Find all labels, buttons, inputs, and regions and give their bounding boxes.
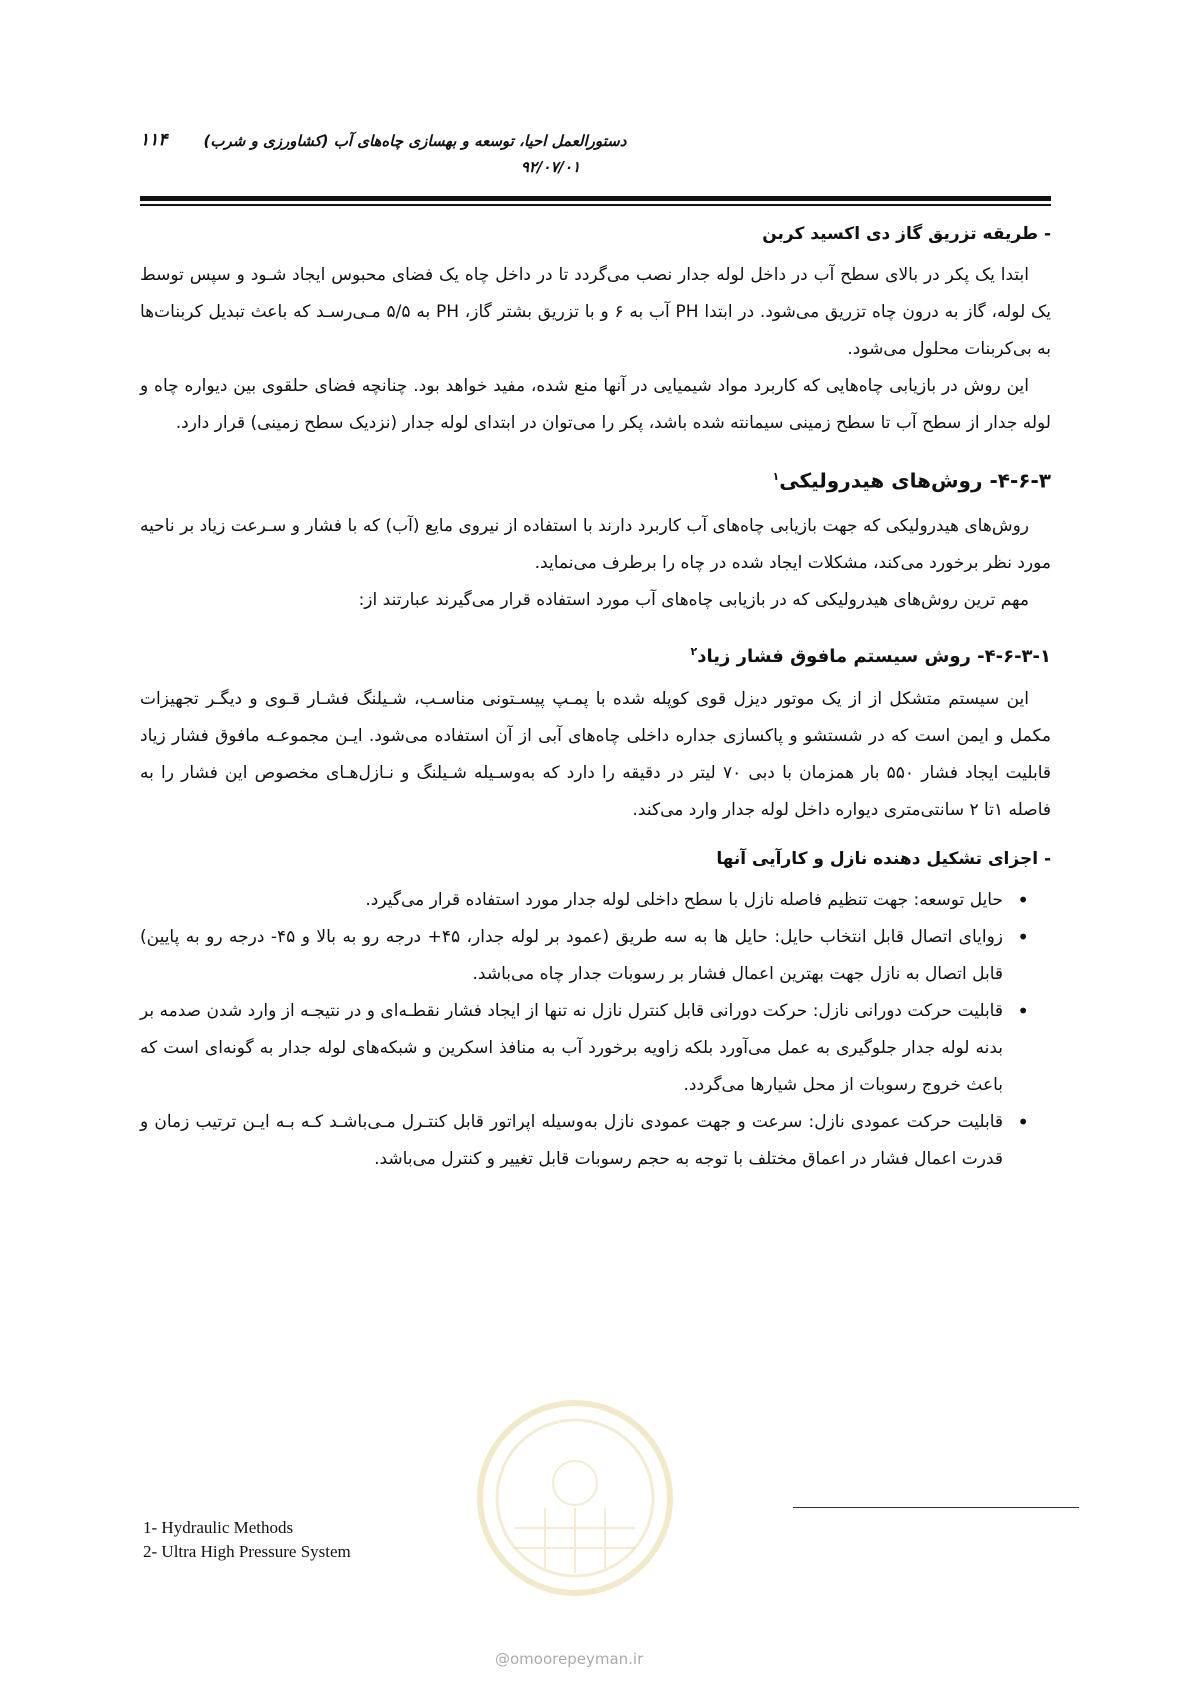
uhp-heading: [140, 633, 1051, 675]
list-item: • حایل توسعه: جهت تنظیم فاصله نازل با سطح داخلی لوله جدار مورد استفاده قرار می‌گیرد.: [140, 882, 1029, 919]
footnote-ref-1[interactable]: ۱: [772, 470, 780, 483]
watermark-seal-icon: [475, 1398, 675, 1598]
hydraulic-heading-text: ۴-۶-۳- روش‌های هیدرولیکی: [779, 468, 1051, 493]
bullet-icon: •: [1017, 998, 1029, 1023]
hydraulic-paragraph-2: مهم ترین روش‌های هیدرولیکی که در بازیابی چاه‌های آب مورد استفاده قرار می‌گیرند عبارتند از:: [358, 589, 1029, 610]
page-number: ۱۱۴: [140, 130, 168, 150]
page-header: [140, 128, 1051, 206]
list-item: • قابلیت حرکت دورانی نازل: حرکت دورانی قابل کنترل نازل نه تنها از ایجاد فشار نقطـه‌ای و در نتیجـه از وارد شدن صدمه بر بدنه لوله جدار جلوگیری به عمل می‌آورد بلکه زاویه برخورد آب به منافذ اسکرین و شبکه‌های لوله جدار به گونه‌ای است که باعث خروج رسوبات از محل شیارها می‌گردد.: [140, 993, 1029, 1104]
hydraulic-heading: [140, 458, 1051, 500]
footnote-rule: [793, 1507, 1079, 1508]
uhp-heading-text: ۴-۶-۳-۱- روش سیستم مافوق فشار زیاد: [697, 645, 1051, 667]
header-rule-thick: [140, 196, 1051, 201]
footnote-1: 1- Hydraulic Methods: [143, 1518, 294, 1537]
header-rule-thin: [140, 204, 1051, 206]
uhp-paragraph: این سیستم متشکل از از یک موتور دیزل قوی کوپله شده با پمـپ پیسـتونی مناسـب، شـیلنگ فشـار قـوی و دیگـر تجهیزات مکمل و ایمن است که در شستشو و پاکسازی جداره داخلی چاه‌های آبی از آن استفاده می‌شود. ایـن مجموعـه مافوق فشار زیاد قابلیت ایجاد فشار ۵۵۰ بار همزمان با دبی ۷۰ لیتر در دقیقه را دارد که به‌وسـیله شـیلنگ و نـازل‌هـای مخصوص این فشار را به فاصله ۱تا ۲ سانتی‌متری دیواره داخل لوله جدار وارد می‌کند.: [140, 688, 1052, 820]
nozzle-list: [140, 882, 1051, 1178]
main-content: [140, 216, 1051, 1178]
header-date: ۹۲/۰۷/۰۱: [520, 158, 581, 176]
list-item: • قابلیت حرکت عمودی نازل: سرعت و جهت عمودی نازل به‌وسیله اپراتور قابل کنتـرل مـی‌باشـد کـه بـه ایـن ترتیب زمان و قدرت اعمال فشار در اعماق مختلف با توجه به حجم رسوبات قابل تغییر و کنترل می‌باشد.: [140, 1104, 1029, 1178]
watermark-site: @omoorepeyman.ir: [495, 1650, 644, 1668]
co2-heading: - طریقه تزریق گاز دی اکسید کربن: [762, 224, 1051, 244]
running-title-text: دستورالعمل احیا، توسعه و بهسازی چاه‌های آب (کشاورزی و شرب): [203, 132, 627, 150]
bullet-icon: •: [1017, 924, 1029, 949]
footnote-2: 2- Ultra High Pressure System: [143, 1542, 351, 1561]
nozzle-heading: - اجزای تشکیل دهنده نازل و کارآیی آنها: [716, 848, 1051, 869]
list-item: • زوایای اتصال قابل انتخاب حایل: حایل ها به سه طریق (عمود بر لوله جدار، ۴۵+ درجه رو به بالا و ۴۵- درجه رو به پایین) قابل اتصال به نازل جهت بهترین اعمال فشار بر رسوبات جدار چاه می‌باشد.: [140, 919, 1029, 993]
bullet-icon: •: [1017, 887, 1029, 912]
hydraulic-paragraph-1: روش‌های هیدرولیکی که جهت بازیابی چاه‌های آب کاربرد دارند با استفاده از نیروی مایع (آب) که با فشار و سـرعت زیاد بر ناحیه مورد نظر برخورد می‌کند، مشکلات ایجاد شده در چاه را برطرف می‌نماید.: [140, 515, 1051, 573]
bullet-icon: •: [1017, 1109, 1029, 1134]
co2-paragraph-1: ابتدا یک پکر در بالای سطح آب در داخل لوله جدار نصب می‌گردد تا در داخل چاه یک فضای محبوس ایجاد شـود و سپس توسط یک لوله، گاز به درون چاه تزریق می‌شود. در ابتدا PH آب به ۶ و با تزریق بشتر گاز، PH به ۵/۵ مـی‌رسـد که باعث تبدیل کربنات‌ها به بی‌کربنات محلول می‌شود.: [140, 265, 1051, 359]
footnote-ref-2[interactable]: ۲: [690, 644, 698, 658]
co2-paragraph-2: این روش در بازیابی چاه‌هایی که کاربرد مواد شیمیایی در آنها منع شده، مفید خواهد بود. چنانچه فضای حلقوی بین دیواره چاه و لوله جدار از سطح آب تا سطح زمینی سیمانته شده باشد، پکر را می‌توان در ابتدای لوله جدار (نزدیک سطح زمینی) قرار دارد.: [140, 376, 1051, 433]
footnotes: [143, 1516, 351, 1564]
